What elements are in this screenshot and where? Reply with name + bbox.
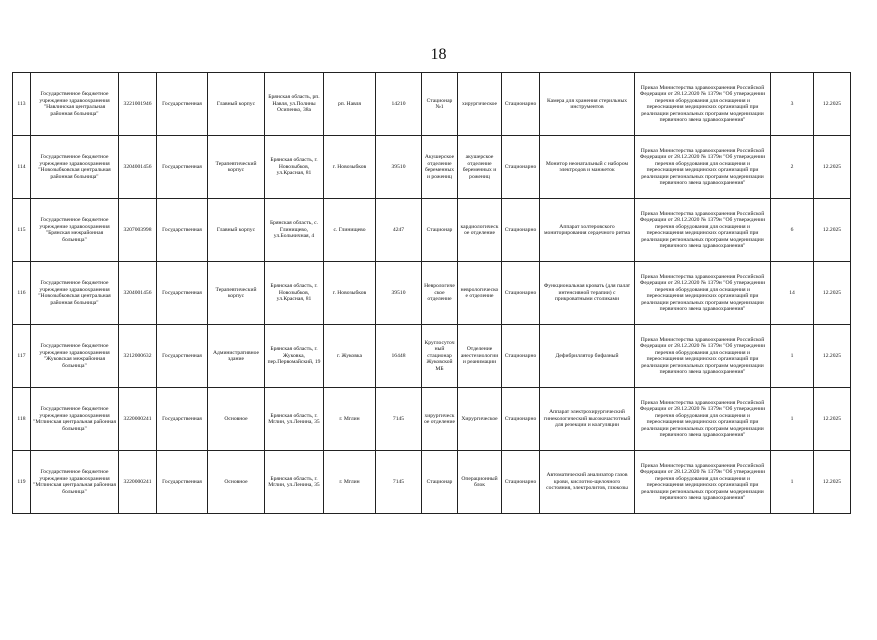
address-cell: Брянская область, с. Глинищево, ул.Больничная, 4 bbox=[265, 199, 324, 262]
locality-cell: г. Новозыбков bbox=[324, 136, 376, 199]
building-cell: Терапевтический корпус bbox=[208, 136, 265, 199]
order-cell: Приказ Министерства здравоохранения Российской Федерации от 28.12.2020 № 1379н "Об утверждении перечня оборудования для оснащения и переоснащения медицинских организаций при реализации региональных программ модернизации первичного звена здравоохранения" bbox=[635, 199, 771, 262]
department-cell: хирургическое bbox=[458, 73, 502, 136]
date-cell: 12.2025 bbox=[814, 73, 851, 136]
equipment-cell: Аппарат холтеровского мониторирования сердечного ритма bbox=[540, 199, 635, 262]
table-row bbox=[13, 73, 851, 136]
organization-cell: Государственное бюджетное учреждение здравоохранения "Новозыбковская центральная районная больница" bbox=[31, 262, 119, 325]
department-cell: Операционный блок bbox=[458, 451, 502, 514]
care-form-cell: Стационарно bbox=[502, 325, 540, 388]
quantity-cell: 2 bbox=[771, 136, 814, 199]
organization-cell: Государственное бюджетное учреждение здравоохранения "Жуковская межрайонная больница" bbox=[31, 325, 119, 388]
building-cell: Административное здание bbox=[208, 325, 265, 388]
equipment-cell: Функциональная кровать (для палат интенсивной терапии) с прикроватными столиками bbox=[540, 262, 635, 325]
address-cell: Брянская область, г. Новозыбков, ул.Красная, 81 bbox=[265, 262, 324, 325]
department-cell: Отделение анестезиологии и реанимации bbox=[458, 325, 502, 388]
unit-cell: Неврологическое отделение bbox=[422, 262, 458, 325]
ownership-cell: Государственная bbox=[157, 388, 208, 451]
unit-cell: Акушерское отделение беременных и рожениц bbox=[422, 136, 458, 199]
locality-cell: г. Мглин bbox=[324, 451, 376, 514]
care-form-cell: Стационарно bbox=[502, 451, 540, 514]
date-cell: 12.2025 bbox=[814, 262, 851, 325]
inn-cell: 3212000632 bbox=[119, 325, 157, 388]
care-form-cell: Стационарно bbox=[502, 262, 540, 325]
organization-cell: Государственное бюджетное учреждение здравоохранения "Мглинская центральная районная больница" bbox=[31, 451, 119, 514]
inn-cell: 3207003998 bbox=[119, 199, 157, 262]
order-cell: Приказ Министерства здравоохранения Российской Федерации от 28.12.2020 № 1379н "Об утверждении перечня оборудования для оснащения и переоснащения медицинских организаций при реализации региональных программ модернизации первичного звена здравоохранения" bbox=[635, 262, 771, 325]
unit-cell: Стационар bbox=[422, 451, 458, 514]
quantity-cell: 1 bbox=[771, 388, 814, 451]
building-cell: Главный корпус bbox=[208, 73, 265, 136]
department-cell: акушерское отделение беременных и рожениц bbox=[458, 136, 502, 199]
building-cell: Основное bbox=[208, 388, 265, 451]
locality-cell: г. Мглин bbox=[324, 388, 376, 451]
department-cell: неврологическое отделение bbox=[458, 262, 502, 325]
address-cell: Брянская область, г. Мглин, ул.Ленина, 35 bbox=[265, 388, 324, 451]
equipment-cell: Дефибриллятор бифазный bbox=[540, 325, 635, 388]
quantity-cell: 14 bbox=[771, 262, 814, 325]
ownership-cell: Государственная bbox=[157, 325, 208, 388]
quantity-cell: 1 bbox=[771, 451, 814, 514]
unit-cell: Круглосуточный стационар Жуковской МБ bbox=[422, 325, 458, 388]
table-row bbox=[13, 262, 851, 325]
date-cell: 12.2025 bbox=[814, 325, 851, 388]
quantity-cell: 3 bbox=[771, 73, 814, 136]
row-number-cell: 115 bbox=[13, 199, 31, 262]
equipment-cell: Монитор неонатальный с набором электродов и манжеток bbox=[540, 136, 635, 199]
order-cell: Приказ Министерства здравоохранения Российской Федерации от 28.12.2020 № 1379н "Об утверждении перечня оборудования для оснащения и переоснащения медицинских организаций при реализации региональных программ модернизации первичного звена здравоохранения" bbox=[635, 451, 771, 514]
ownership-cell: Государственная bbox=[157, 73, 208, 136]
address-cell: Брянская область, г. Жуковка, пер.Первомайский, 19 bbox=[265, 325, 324, 388]
unit-cell: Стационар bbox=[422, 199, 458, 262]
population-cell: 14210 bbox=[376, 73, 422, 136]
table-row bbox=[13, 325, 851, 388]
organization-cell: Государственное бюджетное учреждение здравоохранения "Мглинская центральная районная больница" bbox=[31, 388, 119, 451]
order-cell: Приказ Министерства здравоохранения Российской Федерации от 28.12.2020 № 1379н "Об утверждении перечня оборудования для оснащения и переоснащения медицинских организаций при реализации региональных программ модернизации первичного звена здравоохранения" bbox=[635, 388, 771, 451]
care-form-cell: Стационарно bbox=[502, 388, 540, 451]
organization-cell: Государственное бюджетное учреждение здравоохранения "Новозыбковская центральная районная больница" bbox=[31, 136, 119, 199]
care-form-cell: Стационарно bbox=[502, 73, 540, 136]
date-cell: 12.2025 bbox=[814, 136, 851, 199]
equipment-cell: Автоматический анализатор газов крови, кислотно-щелочного состояния, электролитов, глюкозы bbox=[540, 451, 635, 514]
row-number-cell: 114 bbox=[13, 136, 31, 199]
row-number-cell: 118 bbox=[13, 388, 31, 451]
care-form-cell: Стационарно bbox=[502, 136, 540, 199]
address-cell: Брянская область, рп. Навля, ул.Полины Осипенко, 38а bbox=[265, 73, 324, 136]
population-cell: 39510 bbox=[376, 262, 422, 325]
table-body bbox=[13, 73, 851, 514]
unit-cell: хирургическое отделение bbox=[422, 388, 458, 451]
organization-cell: Государственное бюджетное учреждение здравоохранения "Брянская межрайонная больница" bbox=[31, 199, 119, 262]
quantity-cell: 1 bbox=[771, 325, 814, 388]
ownership-cell: Государственная bbox=[157, 136, 208, 199]
table-row bbox=[13, 136, 851, 199]
population-cell: 16448 bbox=[376, 325, 422, 388]
row-number-cell: 113 bbox=[13, 73, 31, 136]
equipment-cell: Аппарат электрохирургический гинекологический высокочастотный для резекции и коагуляции bbox=[540, 388, 635, 451]
ownership-cell: Государственная bbox=[157, 451, 208, 514]
page-number: 18 bbox=[430, 46, 447, 63]
order-cell: Приказ Министерства здравоохранения Российской Федерации от 28.12.2020 № 1379н "Об утверждении перечня оборудования для оснащения и переоснащения медицинских организаций при реализации региональных программ модернизации первичного звена здравоохранения" bbox=[635, 325, 771, 388]
address-cell: Брянская область, г. Новозыбков, ул.Красная, 81 bbox=[265, 136, 324, 199]
inn-cell: 3204001456 bbox=[119, 136, 157, 199]
equipment-cell: Камера для хранения стерильных инструментов bbox=[540, 73, 635, 136]
locality-cell: г. Жуковка bbox=[324, 325, 376, 388]
date-cell: 12.2025 bbox=[814, 199, 851, 262]
organization-cell: Государственное бюджетное учреждение здравоохранения "Навлинская центральная районная больница" bbox=[31, 73, 119, 136]
building-cell: Главный корпус bbox=[208, 199, 265, 262]
unit-cell: Стационар №1 bbox=[422, 73, 458, 136]
population-cell: 4247 bbox=[376, 199, 422, 262]
department-cell: кардиологическое отделение bbox=[458, 199, 502, 262]
date-cell: 12.2025 bbox=[814, 451, 851, 514]
address-cell: Брянская область, г. Мглин, ул.Ленина, 35 bbox=[265, 451, 324, 514]
equipment-table bbox=[12, 72, 851, 514]
locality-cell: с. Глинищево bbox=[324, 199, 376, 262]
population-cell: 7145 bbox=[376, 388, 422, 451]
date-cell: 12.2025 bbox=[814, 388, 851, 451]
row-number-cell: 117 bbox=[13, 325, 31, 388]
inn-cell: 3220000241 bbox=[119, 451, 157, 514]
order-cell: Приказ Министерства здравоохранения Российской Федерации от 28.12.2020 № 1379н "Об утверждении перечня оборудования для оснащения и переоснащения медицинских организаций при реализации региональных программ модернизации первичного звена здравоохранения" bbox=[635, 73, 771, 136]
ownership-cell: Государственная bbox=[157, 199, 208, 262]
population-cell: 7145 bbox=[376, 451, 422, 514]
inn-cell: 3221001946 bbox=[119, 73, 157, 136]
ownership-cell: Государственная bbox=[157, 262, 208, 325]
inn-cell: 3204001456 bbox=[119, 262, 157, 325]
row-number-cell: 116 bbox=[13, 262, 31, 325]
row-number-cell: 119 bbox=[13, 451, 31, 514]
quantity-cell: 6 bbox=[771, 199, 814, 262]
locality-cell: г. Новозыбков bbox=[324, 262, 376, 325]
table-row bbox=[13, 199, 851, 262]
building-cell: Терапевтический корпус bbox=[208, 262, 265, 325]
population-cell: 39510 bbox=[376, 136, 422, 199]
locality-cell: рп. Навля bbox=[324, 73, 376, 136]
department-cell: Хирургическое bbox=[458, 388, 502, 451]
order-cell: Приказ Министерства здравоохранения Российской Федерации от 28.12.2020 № 1379н "Об утверждении перечня оборудования для оснащения и переоснащения медицинских организаций при реализации региональных программ модернизации первичного звена здравоохранения" bbox=[635, 136, 771, 199]
inn-cell: 3220000241 bbox=[119, 388, 157, 451]
table-row bbox=[13, 388, 851, 451]
table-row bbox=[13, 451, 851, 514]
building-cell: Основное bbox=[208, 451, 265, 514]
care-form-cell: Стационарно bbox=[502, 199, 540, 262]
